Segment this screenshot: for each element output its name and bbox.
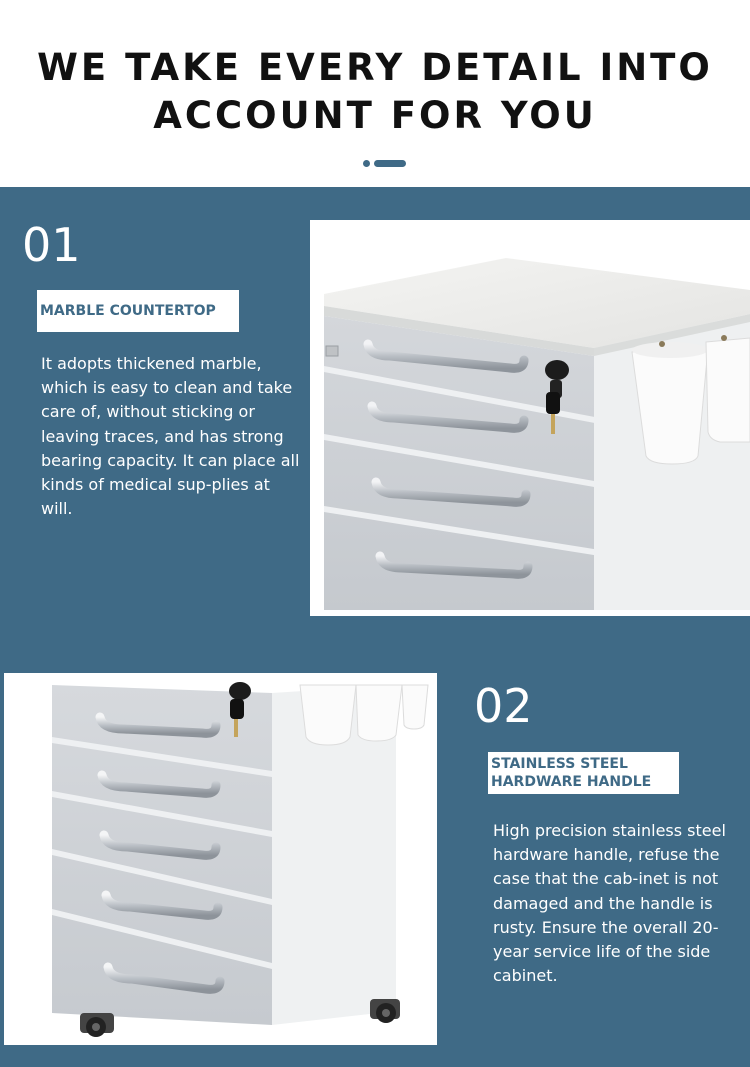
header	[0, 0, 750, 187]
feature-2-title-line-2: HARDWARE HANDLE	[491, 774, 652, 790]
title-line-2: ACCOUNT FOR YOU	[153, 94, 597, 137]
feature-2-title-badge	[488, 752, 679, 794]
feature-1-title-badge: MARBLE COUNTERTOP	[37, 290, 239, 332]
feature-1-description: It adopts thickened marble, which is easy to clean and take care of, without sticking or leaving traces, and has strong bearing capacity. It can place all kinds of medical sup-plies at will.	[41, 354, 300, 519]
marble-countertop-photo	[310, 220, 750, 616]
feature-2-title-line-1: STAINLESS STEEL	[491, 756, 628, 772]
feature-2-description: High precision stainless steel hardware handle, refuse the case that the cab-inet is not damaged and the handle is rusty. Ensure the overall 20-year service life of the side cabinet.	[493, 821, 726, 986]
page-title	[0, 44, 750, 140]
feature-2-number: 02	[474, 679, 533, 733]
divider-bar	[374, 160, 406, 167]
title-line-1: WE TAKE EVERY DETAIL INTO	[37, 46, 713, 89]
feature-1-number: 01	[22, 218, 81, 272]
cabinet-top-illustration	[310, 220, 750, 616]
divider-dot	[363, 160, 370, 167]
cabinet-drawers-illustration	[4, 673, 437, 1045]
stainless-steel-handle-photo	[4, 673, 437, 1045]
